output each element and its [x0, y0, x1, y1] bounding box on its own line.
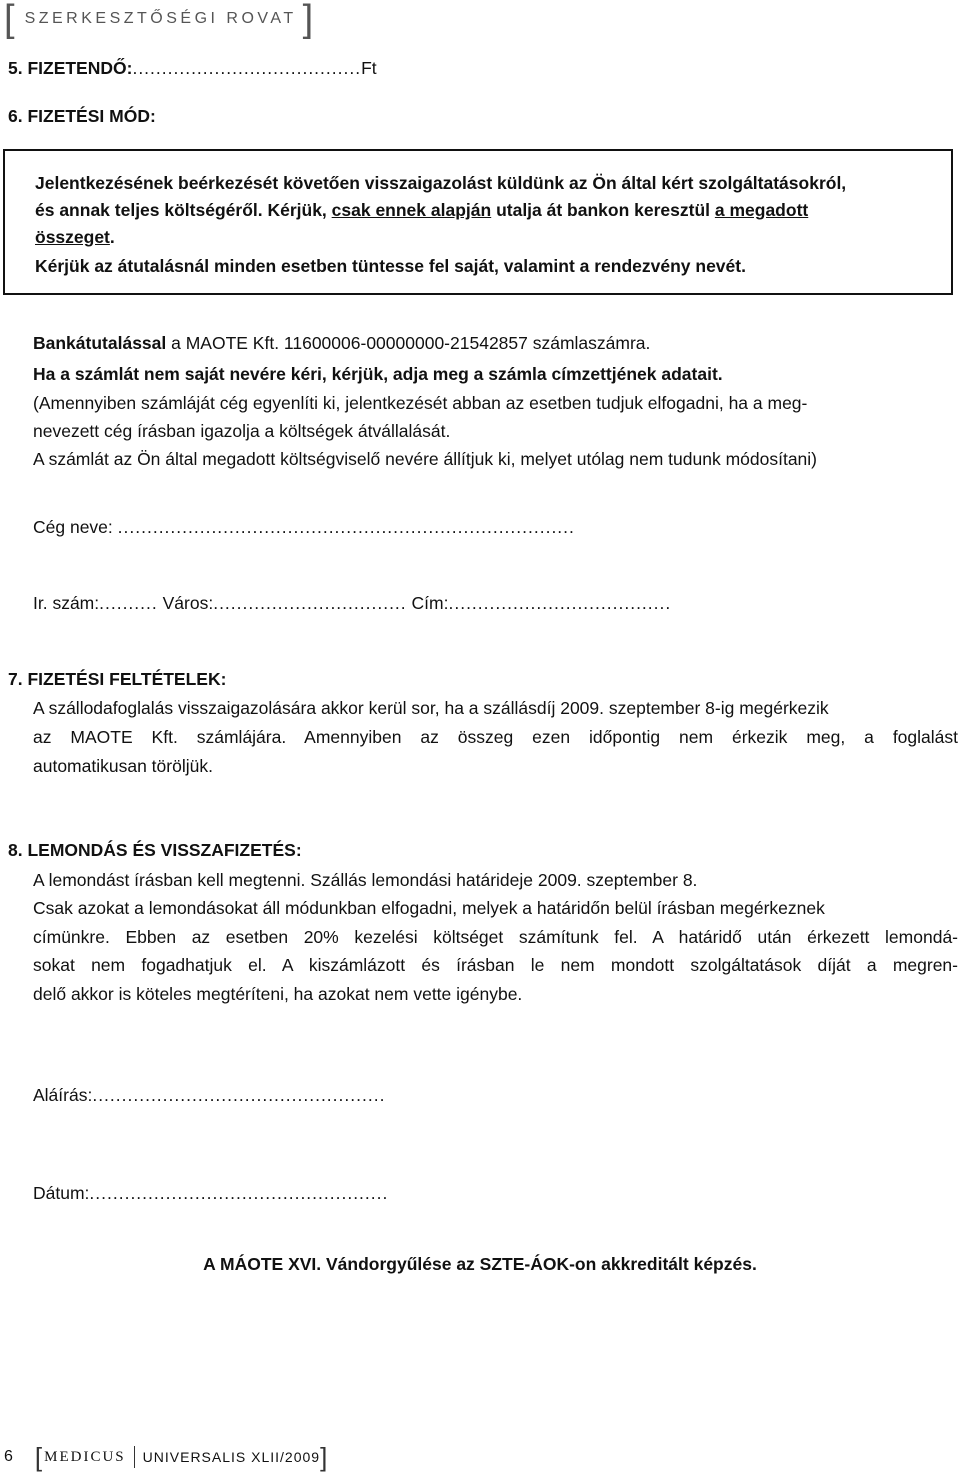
payment-terms-line-1: A szállodafoglalás visszaigazolására akkor kerül sor, ha a szállásdíj 2009. szeptember 8-ig megérkezik [33, 698, 829, 718]
city-label: Város: [162, 593, 214, 613]
header-bracket-left: [ [4, 0, 15, 40]
bank-line-4: nevezett cég írásban igazolja a költségek átvállalását. [33, 421, 451, 441]
city-field[interactable]: ................................. [213, 593, 407, 613]
company-name-row [33, 514, 575, 540]
bank-account-text: a MAOTE Kft. 11600006-00000000-21542857 számlaszámra. [166, 333, 651, 353]
address-label: Cím: [411, 593, 449, 613]
bank-transfer-label: Bankátutalással [33, 333, 167, 353]
signature-row [33, 1082, 385, 1108]
note-underline-basis: csak ennek alapján [331, 200, 492, 220]
note-line-3 [35, 224, 115, 250]
signature-field[interactable]: .................................................. [92, 1085, 386, 1105]
section-header [4, 0, 314, 40]
date-label: Dátum: [33, 1183, 90, 1203]
accreditation-note: A MÁOTE XVI. Vándorgyűlése az SZTE-ÁOK-on akkreditált képzés. [203, 1254, 757, 1274]
note-line-1: Jelentkezésének beérkezését követően visszaigazolást küldünk az Ön által kért szolgáltatásokról, [35, 173, 847, 193]
cancellation-line-5: delő akkor is köteles megtéríteni, ha azokat nem vette igénybe. [33, 984, 523, 1004]
cancellation-line-2: Csak azokat a lemondásokat áll módunkban elfogadni, melyek a határidőn belül írásban megérkeznek [33, 898, 825, 918]
note-line-2-mid: utalja át bankon keresztül [491, 200, 715, 220]
cancellation-line-4: sokat nem fogadhatjuk el. A kiszámlázott és írásban le nem mondott szolgáltatások díját a megren- [33, 955, 958, 975]
note-line-4: Kérjük az átutalásnál minden esetben tüntesse fel saját, valamint a rendezvény nevét. [35, 256, 746, 276]
bank-line-2: Ha a számlát nem saját nevére kéri, kérjük, adja meg a számla címzettjének adatait. [33, 364, 723, 384]
cancellation-line-3: címünkre. Ebben az esetben 20% kezelési költséget számítunk fel. A határidő után érkezett lemondá- [33, 927, 958, 947]
note-line-2 [35, 197, 808, 223]
zip-field[interactable]: .......... [99, 593, 158, 613]
note-underline-amount: összeget [35, 227, 110, 247]
company-name-field[interactable]: .............................................................................. [117, 517, 575, 537]
note-underline-given: a megadott [714, 200, 809, 220]
note-line-2-start: és annak teljes költségéről. Kérjük, [35, 200, 332, 220]
footer-divider [134, 1446, 135, 1468]
amount-due-row [8, 55, 377, 81]
amount-due-label: 5. FIZETENDŐ: [8, 58, 133, 78]
address-row [33, 590, 671, 616]
journal-issue: UNIVERSALIS XLII/2009 [142, 1449, 321, 1465]
bank-line-5: A számlát az Ön által megadott költségviselő nevére állítjuk ki, melyet utólag nem tudunk módosítani) [33, 449, 818, 469]
cancellation-line-1: A lemondást írásban kell megtenni. Szállás lemondási határideje 2009. szeptember 8. [33, 870, 698, 890]
page-number: 6 [4, 1448, 13, 1465]
journal-name: MEDICUS [44, 1448, 126, 1465]
company-name-label: Cég neve: [33, 517, 113, 537]
section-title: SZERKESZTŐSÉGI ROVAT [24, 10, 297, 27]
date-field[interactable]: ................................................... [89, 1183, 389, 1203]
payment-terms-label: 7. FIZETÉSI FELTÉTELEK: [8, 669, 227, 689]
page-footer [4, 1442, 327, 1472]
zip-label: Ir. szám: [33, 593, 100, 613]
signature-label: Aláírás: [33, 1085, 93, 1105]
header-bracket-right: ] [302, 0, 314, 40]
payment-note-box [3, 149, 953, 295]
payment-terms-line-3: automatikusan töröljük. [33, 756, 213, 776]
amount-due-dots: ....................................... [132, 58, 362, 78]
footer-bracket-right: ] [320, 1441, 328, 1472]
bank-line-3: (Amennyiben számláját cég egyenlíti ki, jelentkezését abban az esetben tudjuk elfogadni, ha a meg- [33, 393, 808, 413]
date-row [33, 1180, 388, 1206]
payment-method-label: 6. FIZETÉSI MÓD: [8, 106, 156, 126]
bank-line-1 [33, 330, 650, 356]
note-line-3-end: . [109, 227, 115, 247]
footer-bracket-left: [ [34, 1441, 43, 1472]
address-field[interactable]: ...................................... [448, 593, 672, 613]
amount-due-currency: Ft [361, 58, 377, 78]
cancellation-label: 8. LEMONDÁS ÉS VISSZAFIZETÉS: [8, 840, 302, 860]
payment-terms-line-2: az MAOTE Kft. számlájára. Amennyiben az összeg ezen időpontig nem érkezik meg, a foglalást [33, 727, 958, 747]
